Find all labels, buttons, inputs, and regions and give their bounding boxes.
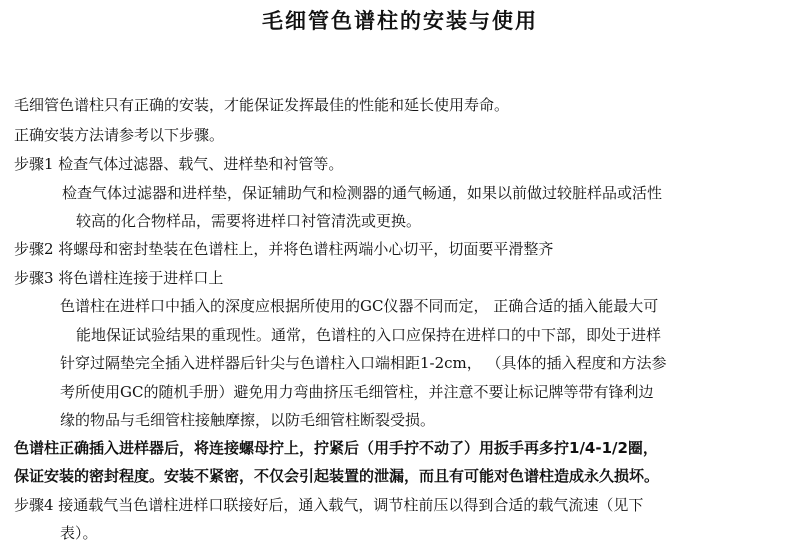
step1-body-line-1: 检查气体过滤器和进样垫，保证辅助气和检测器的通气畅通，如果以前做过较脏样品或活性: [62, 184, 663, 202]
step4-line-2: 表）。: [60, 524, 98, 542]
step2-heading: 步骤2 将螺母和密封垫装在色谱柱上，并将色谱柱两端小心切平，切面要平滑整齐: [14, 240, 554, 258]
step1-body-line-2: 较高的化合物样品，需要将进样口衬管清洗或更换。: [76, 212, 422, 230]
step3-body-line-1: 色谱柱在进样口中插入的深度应根据所使用的GC仪器不同而定， 正确合适的插入能最大可: [60, 297, 659, 315]
intro-line-2: 正确安装方法请参考以下步骤。: [14, 126, 225, 144]
step3-body-line-3: 针穿过隔垫完全插入进样器后针尖与色谱柱入口端相距1-2cm， （具体的插入程度和方法参: [60, 354, 667, 372]
step3-body-line-2: 能地保证试验结果的重现性。通常，色谱柱的入口应保持在进样口的中下部，即处于进样: [76, 326, 662, 344]
page-title: 毛细管色谱柱的安装与使用: [262, 9, 538, 33]
step1-heading: 步骤1 检查气体过滤器、载气、进样垫和衬管等。: [14, 155, 344, 173]
step4-line-1: 步骤4 接通载气当色谱柱进样口联接好后，通入载气，调节柱前压以得到合适的载气流速（见下: [14, 496, 644, 514]
intro-line-1: 毛细管色谱柱只有正确的安装，才能保证发挥最佳的性能和延长使用寿命。: [14, 96, 510, 114]
step3-heading: 步骤3 将色谱柱连接于进样口上: [14, 269, 224, 287]
step3-body-line-5: 缘的物品与毛细管柱接触摩擦，以防毛细管柱断裂受损。: [60, 411, 436, 429]
step3-body-line-4: 考所使用GC的随机手册）避免用力弯曲挤压毛细管柱，并注意不要让标记牌等带有锋利边: [60, 383, 654, 401]
note-line-1: 色谱柱正确插入进样器后，将连接螺母拧上，拧紧后（用手拧不动了）用扳手再多拧1/4-1/2圈，: [14, 439, 658, 457]
note-line-2: 保证安装的密封程度。安装不紧密，不仅会引起装置的泄漏，而且有可能对色谱柱造成永久损坏。: [14, 467, 660, 485]
